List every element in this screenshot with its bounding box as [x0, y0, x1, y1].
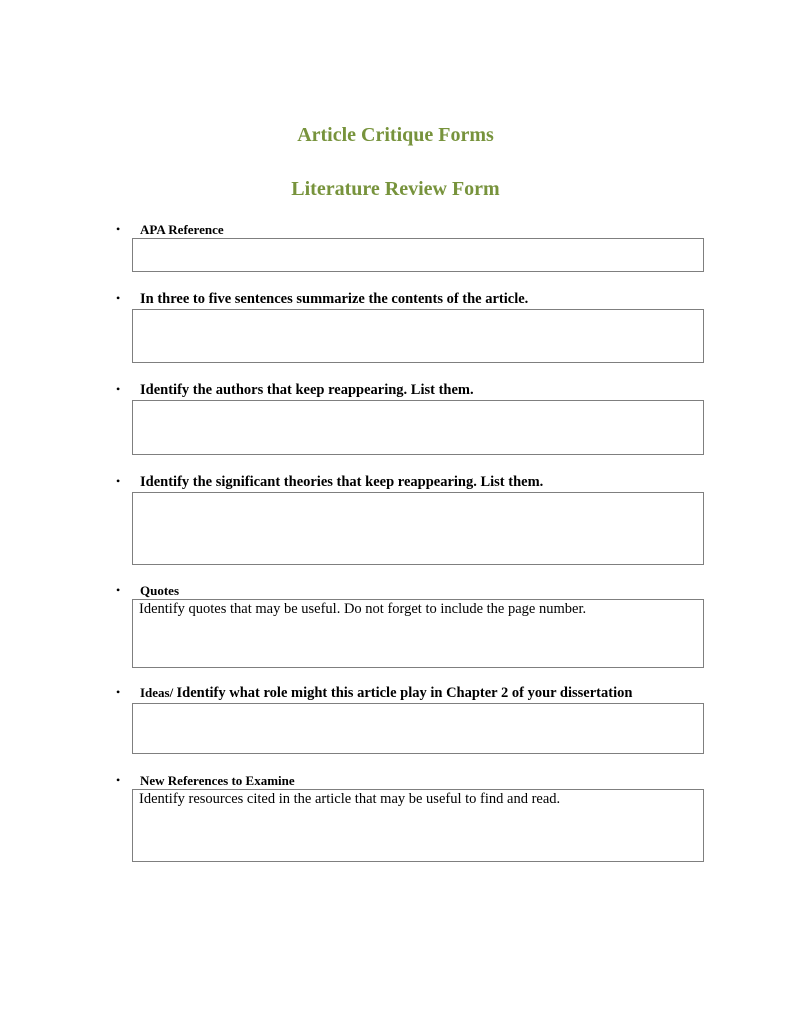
bullet-icon: • — [116, 685, 121, 699]
ideas-field[interactable] — [132, 703, 704, 754]
item-label-prefix: Ideas/ — [140, 685, 177, 700]
item-label-text: Identify what role might this article play in Chapter 2 of your dissertation — [176, 685, 633, 701]
item-label: Identify the significant theories that keep reappearing. List them. — [140, 474, 544, 490]
item-label: In three to five sentences summarize the contents of the article. — [140, 291, 529, 307]
form-title: Literature Review Form — [291, 178, 500, 200]
bullet-icon: • — [116, 382, 121, 396]
document-title: Article Critique Forms — [297, 124, 494, 146]
item-label: Quotes — [140, 583, 179, 598]
item-label: New References to Examine — [140, 773, 295, 788]
apa-reference-field[interactable] — [132, 238, 704, 272]
theories-field[interactable] — [132, 492, 704, 565]
summary-field[interactable] — [132, 309, 704, 363]
bullet-icon: • — [116, 291, 121, 305]
new-references-field[interactable]: Identify resources cited in the article that may be useful to find and read. — [132, 789, 704, 862]
item-label: APA Reference — [140, 222, 224, 237]
bullet-icon: • — [116, 773, 121, 787]
bullet-icon: • — [116, 474, 121, 488]
bullet-icon: • — [116, 583, 121, 597]
item-label: Identify the authors that keep reappearing. List them. — [140, 382, 474, 398]
authors-field[interactable] — [132, 400, 704, 455]
bullet-icon: • — [116, 222, 121, 236]
quotes-field[interactable]: Identify quotes that may be useful. Do not forget to include the page number. — [132, 599, 704, 668]
item-label — [140, 685, 632, 702]
